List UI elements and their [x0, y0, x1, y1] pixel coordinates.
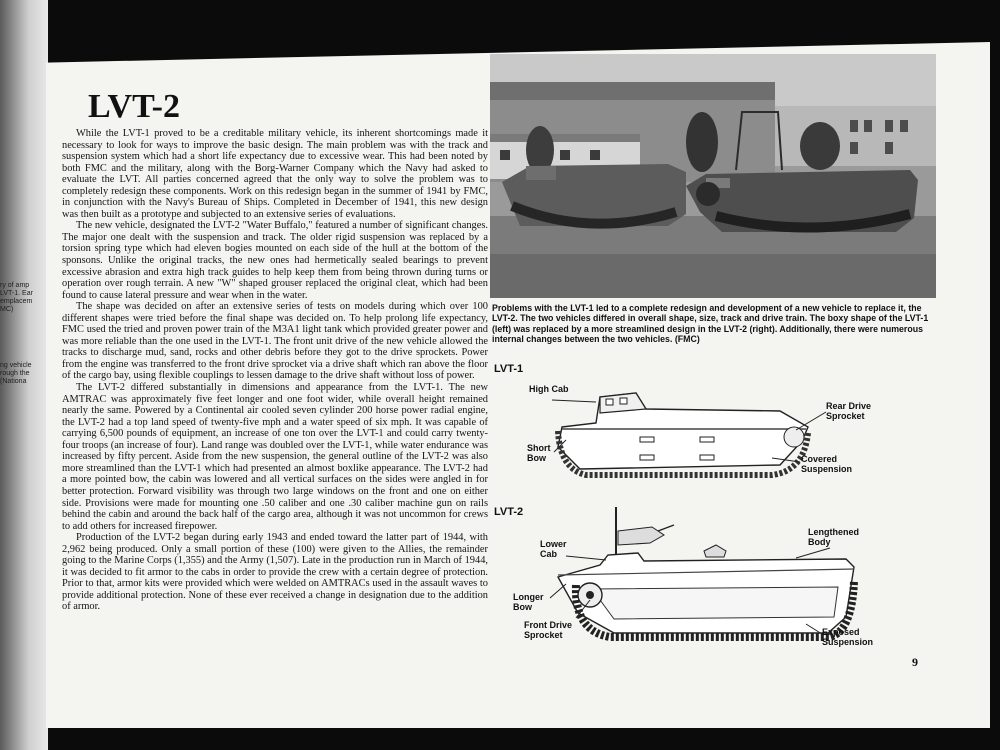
callout-covered-suspension: Covered Suspension [801, 454, 853, 474]
left-fragment: ry of amp [0, 282, 30, 289]
vehicles-photo-image [490, 54, 936, 298]
lvt1-diagram [540, 385, 830, 485]
left-fragment: (Nationa [0, 378, 27, 385]
left-fragment: rough the [0, 370, 30, 377]
callout-front-drive-sprocket: Front Drive Sprocket [524, 620, 573, 640]
callout-lengthened-body: Lengthened Body [808, 527, 859, 547]
left-fragment: LVT-1. Ear [0, 290, 33, 297]
left-fragment: ng vehicle [0, 362, 32, 369]
vehicles-photo [490, 54, 936, 298]
callout-rear-drive-sprocket: Rear Drive Sprocket [826, 401, 872, 421]
callout-longer-bow: Longer Bow [513, 592, 544, 612]
paragraph: The new vehicle, designated the LVT-2 "Water Buffalo," featured a number of significant changes. The major one dealt with the suspension and track. The older rigid suspension was replaced by a torsion spring type which had eleven bogies mounted on each side of the hull at the bottom of the sponsons. Unlike the original tracks, the new ones had hermetically sealed bearings to prevent excessive abrasion and extra high track guides to help keep them from being thrown during turns or operation over rough terrain. A new "W" shaped grouser replaced the original cleat, which had been found to cause lateral pressure and wear when in the water. [62, 220, 488, 301]
callout-exposed-suspension: Exposed Suspension [822, 627, 874, 647]
paragraph: The shape was decided on after an extensive series of tests on models during which over 100 different shapes were tried before the final shape was decided on. To help prolong life expectancy, FMC used the tried and proven power train of the M3A1 light tank which provided greater power and was more reliable than the one used in the LVT-1. The front unit drive of the new vehicle allowed the tracks to discharge mud, sand, rocks and other debris before they got to the drive sprockets. Power from the engine was transferred to the front drive sprocket via a drive shaft which ran above the floor of the cargo bay, using flexible couplings to lessen damage to the drive shaft without loss of power. [62, 301, 488, 382]
callout-high-cab: High Cab [529, 384, 569, 394]
article-body [62, 128, 488, 613]
paragraph: The LVT-2 differed substantially in dimensions and appearance from the LVT-1. The new AMTRAC was approximately five feet longer and one foot wider, while overall height remained nearly the same. Powered by a Continental air cooled seven cylinder 200 horse power radial engine, the LVT-2 had a top land speed of twenty-five mph and a water speed of six mph. It was capable of carrying 6,500 pounds of equipment, an increase of one ton over the LVT-1 and could carry twenty-four troops (an increase of four). Land range was doubled over the LVT-1, while water endurance was increased by fifty percent. Aside from the new suspension, the general outline of the LVT-2 was also more streamlined than the LVT-1 which had presented an almost boxlike appearance. The LVT-2 had a more pointed bow, the cabin was lowered and all vertical surfaces on the sides were angled in for better protection. Forward visibility was through two large windows on the front and one on either side. Provisions were made for mounting one .50 caliber and one .30 caliber machine gun on rails behind the cabin and around the back half of the cargo area, although it was not uncommon for crews to add others for increased firepower. [62, 382, 488, 532]
lvt1-diagram-title: LVT-1 [494, 363, 524, 375]
left-fragment: MC) [0, 306, 14, 313]
callout-lower-cab: Lower Cab [540, 539, 567, 559]
lvt2-diagram-title: LVT-2 [494, 506, 524, 518]
left-page-caption-fragment [0, 362, 44, 386]
adjacent-page-edge [0, 0, 48, 750]
paragraph: While the LVT-1 proved to be a creditable military vehicle, its inherent shortcomings made it necessary to look for ways to improve the basic design. The main problem was with the track and suspension system which had a short life expectancy due to excessive wear. This had been noted by both FMC and the military, along with the Borg-Warner Company which the Navy had asked to evaluate the LVT. All parties concerned agreed that the only way to solve the problem was to completely redesign these components. Work on this redesign began in the summer of 1941 by FMC, in conjunction with the Navy's Bureau of Ships. Completed in December of 1941, this new design was then built as a prototype and subjected to an extensive series of evaluations. [62, 128, 488, 220]
page-number: 9 [912, 655, 918, 669]
left-page-caption-fragment [0, 282, 44, 314]
photo-caption: Problems with the LVT-1 led to a complete redesign and development of a new vehicle to replace it, the LVT-2. The two vehicles differed in overall shape, size, track and drive train. The boxy shape of the LVT-1 (left) was replaced by a more streamlined design in the LVT-2 (right). Additionally, there were numerous internal changes between the two vehicles. (FMC) [492, 303, 929, 345]
paragraph: Production of the LVT-2 began during early 1943 and ended toward the latter part of 1944, with 2,962 being produced. Only a small portion of these (100) were given to the Allies, the remainder going to the Marine Corps (1,355) and the Army (1,507). Late in the production run in March of 1944, it was decided to fit armor to the cabs in order to provide the crew with a certain degree of protection. Prior to that, armor kits were provided which were welded on AMTRACs used in the assault waves to provide additional protection. None of these ever received a change in designation due to the addition of armor. [62, 532, 488, 613]
left-fragment: emplacem [0, 298, 33, 305]
page-title: LVT-2 [88, 88, 180, 125]
callout-short-bow: Short Bow [527, 443, 551, 463]
